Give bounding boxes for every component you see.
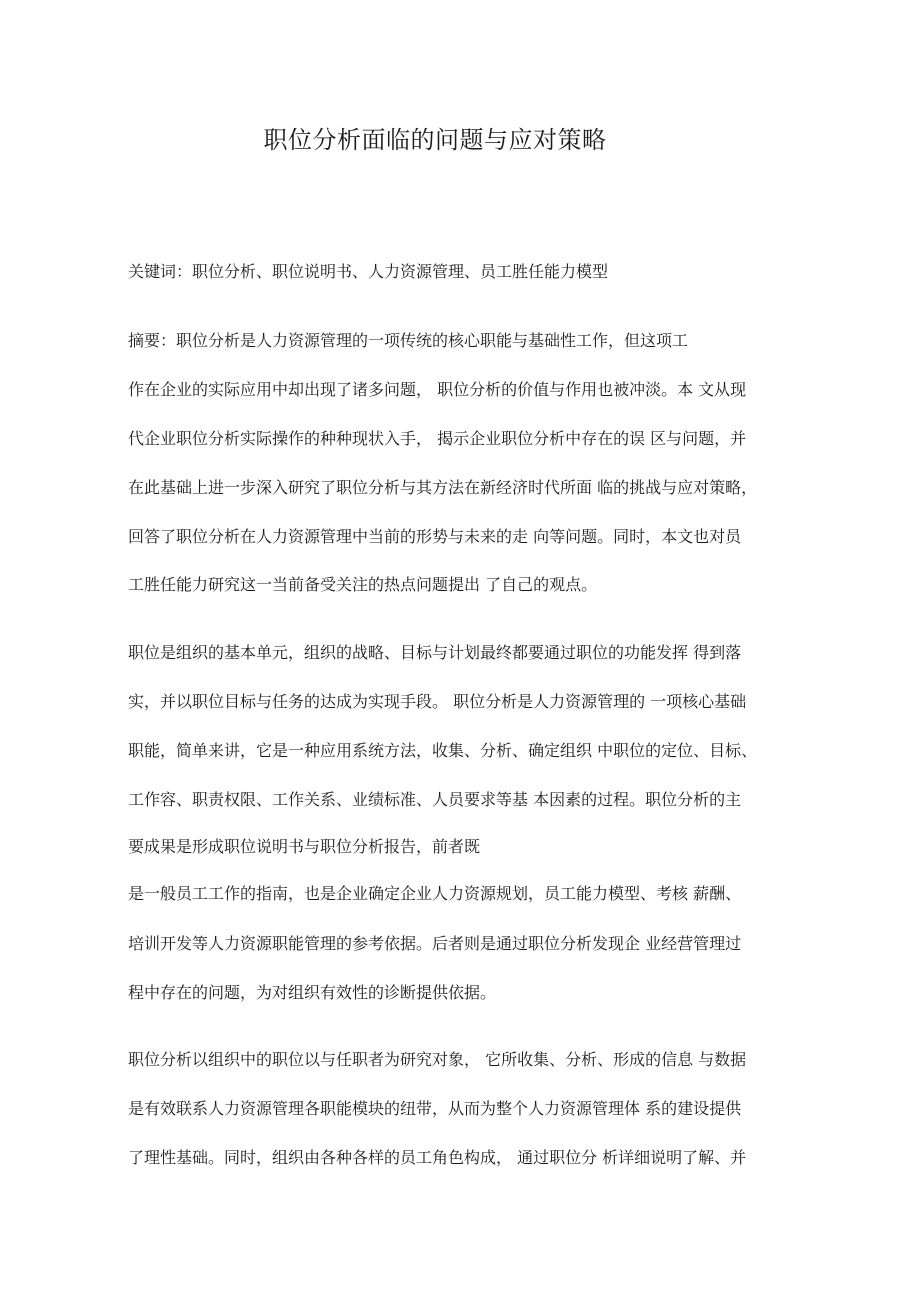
paragraph-line: 实，并以职位目标与任务的达成为实现手段。 职位分析是人力资源管理的 一项核心基础 bbox=[128, 692, 747, 711]
paragraph-line: 程中存在的问题，为对组织有效性的诊断提供依据。 bbox=[128, 983, 497, 1002]
keywords-line: 关键词：职位分析、职位说明书、人力资源管理、员工胜任能力模型 bbox=[128, 262, 609, 281]
abstract-line: 代企业职位分析实际操作的种种现状入手， 揭示企业职位分析中存在的误 区与问题，并 bbox=[128, 429, 747, 448]
document-title: 职位分析面临的问题与应对策略 bbox=[263, 126, 607, 154]
abstract-line: 在此基础上进一步深入研究了职位分析与其方法在新经济时代所面 临的挑战与应对策略， bbox=[128, 478, 758, 497]
paragraph-line: 是有效联系人力资源管理各职能模块的纽带，从而为整个人力资源管理体 系的建设提供 bbox=[128, 1099, 742, 1118]
paragraph-line: 是一般员工工作的指南，也是企业确定企业人力资源规划，员工能力模型、考核 薪酬、 bbox=[128, 884, 742, 903]
paragraph-line: 培训开发等人力资源职能管理的参考依据。后者则是通过职位分析发现企 业经营管理过 bbox=[128, 934, 742, 953]
abstract-line: 作在企业的实际应用中却出现了诸多问题， 职位分析的价值与作用也被冲淡。本 文从现 bbox=[128, 380, 747, 399]
paragraph-line: 工作容、职责权限、工作关系、业绩标准、人员要求等基 本因素的过程。职位分析的主 bbox=[128, 790, 742, 809]
paragraph-line: 职位分析以组织中的职位以与任职者为研究对象， 它所收集、分析、形成的信息 与数据 bbox=[128, 1050, 747, 1069]
abstract-line: 回答了职位分析在人力资源管理中当前的形势与未来的走 向等问题。同时，本文也对员 bbox=[128, 527, 742, 546]
paragraph-line: 职位是组织的基本单元，组织的战略、目标与计划最终都要通过职位的功能发挥 得到落 bbox=[128, 643, 742, 662]
paragraph-line: 了理性基础。同时，组织由各种各样的员工角色构成， 通过职位分 析详细说明了解、并 bbox=[128, 1148, 747, 1167]
abstract-line: 摘要：职位分析是人力资源管理的一项传统的核心职能与基础性工作，但这项工 bbox=[128, 331, 689, 350]
abstract-line: 工胜任能力研究这一当前备受关注的热点问题提出 了自己的观点。 bbox=[128, 575, 598, 594]
paragraph-line: 要成果是形成职位说明书与职位分析报告，前者既 bbox=[128, 837, 481, 856]
paragraph-line: 职能，简单来讲，它是一种应用系统方法，收集、分析、确定组织 中职位的定位、目标、 bbox=[128, 741, 758, 760]
